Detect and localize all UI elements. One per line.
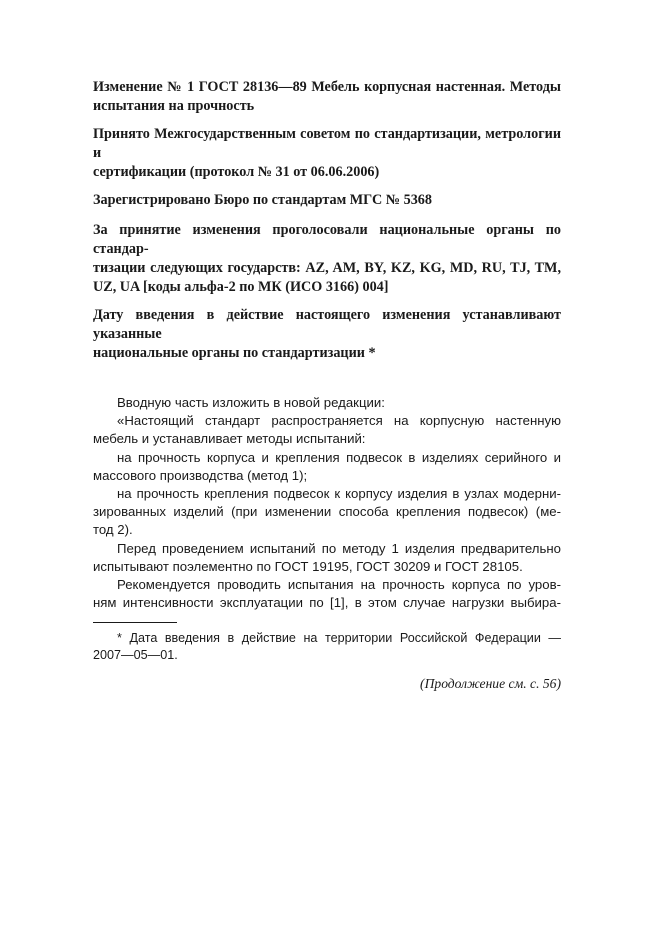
effective-date-line: Дату введения в действие настоящего изменения устанавливают указанные (93, 307, 561, 342)
footnote (93, 630, 561, 664)
body-line: испытывают поэлементно по ГОСТ 19195, ГОСТ 30209 и ГОСТ 28105. (93, 558, 523, 574)
body-line: мебель и устанавливает методы испытаний: (93, 431, 366, 447)
amendment-title-line: испытания на прочность (93, 98, 255, 114)
body-line: Перед проведением испытаний по методу 1 изделия предварительно (117, 540, 561, 556)
body-line: Вводную часть изложить в новой редакции: (117, 395, 385, 410)
voting-line: тизации следующих государств: AZ, AM, BY, KZ, KG, MD, RU, TJ, TM, (93, 260, 561, 276)
body-line: «Настоящий стандарт распространяется на корпусную настенную (117, 413, 561, 429)
voting-line: UZ, UA [коды альфа-2 по МК (ИСО 3166) 004] (93, 279, 389, 295)
voting-line: За принятие изменения проголосовали национальные органы по стандар- (93, 222, 561, 257)
body-line: Рекомендуется проводить испытания на прочность корпуса по уров- (117, 577, 561, 593)
footnote-line: 2007—05—01. (93, 648, 178, 663)
paragraph (93, 449, 561, 485)
paragraph (93, 412, 561, 448)
amendment-title (93, 78, 561, 116)
amendment-title-line: Изменение № 1 ГОСТ 28136—89 Мебель корпусная настенная. Методы (93, 79, 561, 95)
document-page (93, 78, 561, 692)
registration-statement (93, 191, 561, 210)
adoption-line: сертификации (протокол № 31 от 06.06.2006) (93, 164, 380, 180)
paragraph (93, 485, 561, 540)
paragraph (93, 576, 561, 612)
paragraph (93, 540, 561, 576)
voting-statement (93, 221, 561, 297)
body-line: на прочность корпуса и крепления подвесок в изделиях серийного и (117, 449, 561, 465)
body-line: массового производства (метод 1); (93, 467, 308, 483)
effective-date-line: национальные органы по стандартизации * (93, 345, 376, 361)
body-line: тод 2). (93, 522, 133, 538)
continuation-note: (Продолжение см. с. 56) (420, 676, 561, 692)
footnote-separator (93, 622, 177, 623)
paragraph (93, 394, 561, 412)
body-line: на прочность крепления подвесок к корпусу изделия в узлах модерни- (117, 486, 561, 502)
body-line: ням интенсивности эксплуатации по [1], в этом случае нагрузки выбира- (93, 595, 561, 611)
adoption-line: Принято Межгосударственным советом по стандартизации, метрологии и (93, 126, 561, 161)
body-line: зированных изделий (при изменении способа крепления подвесок) (ме- (93, 504, 561, 520)
registration-line: Зарегистрировано Бюро по стандартам МГС № 5368 (93, 192, 432, 208)
footnote-line: * Дата введения в действие на территории Российской Федерации — (117, 631, 561, 646)
effective-date-statement (93, 306, 561, 363)
adoption-statement (93, 125, 561, 182)
body-text (93, 394, 561, 612)
